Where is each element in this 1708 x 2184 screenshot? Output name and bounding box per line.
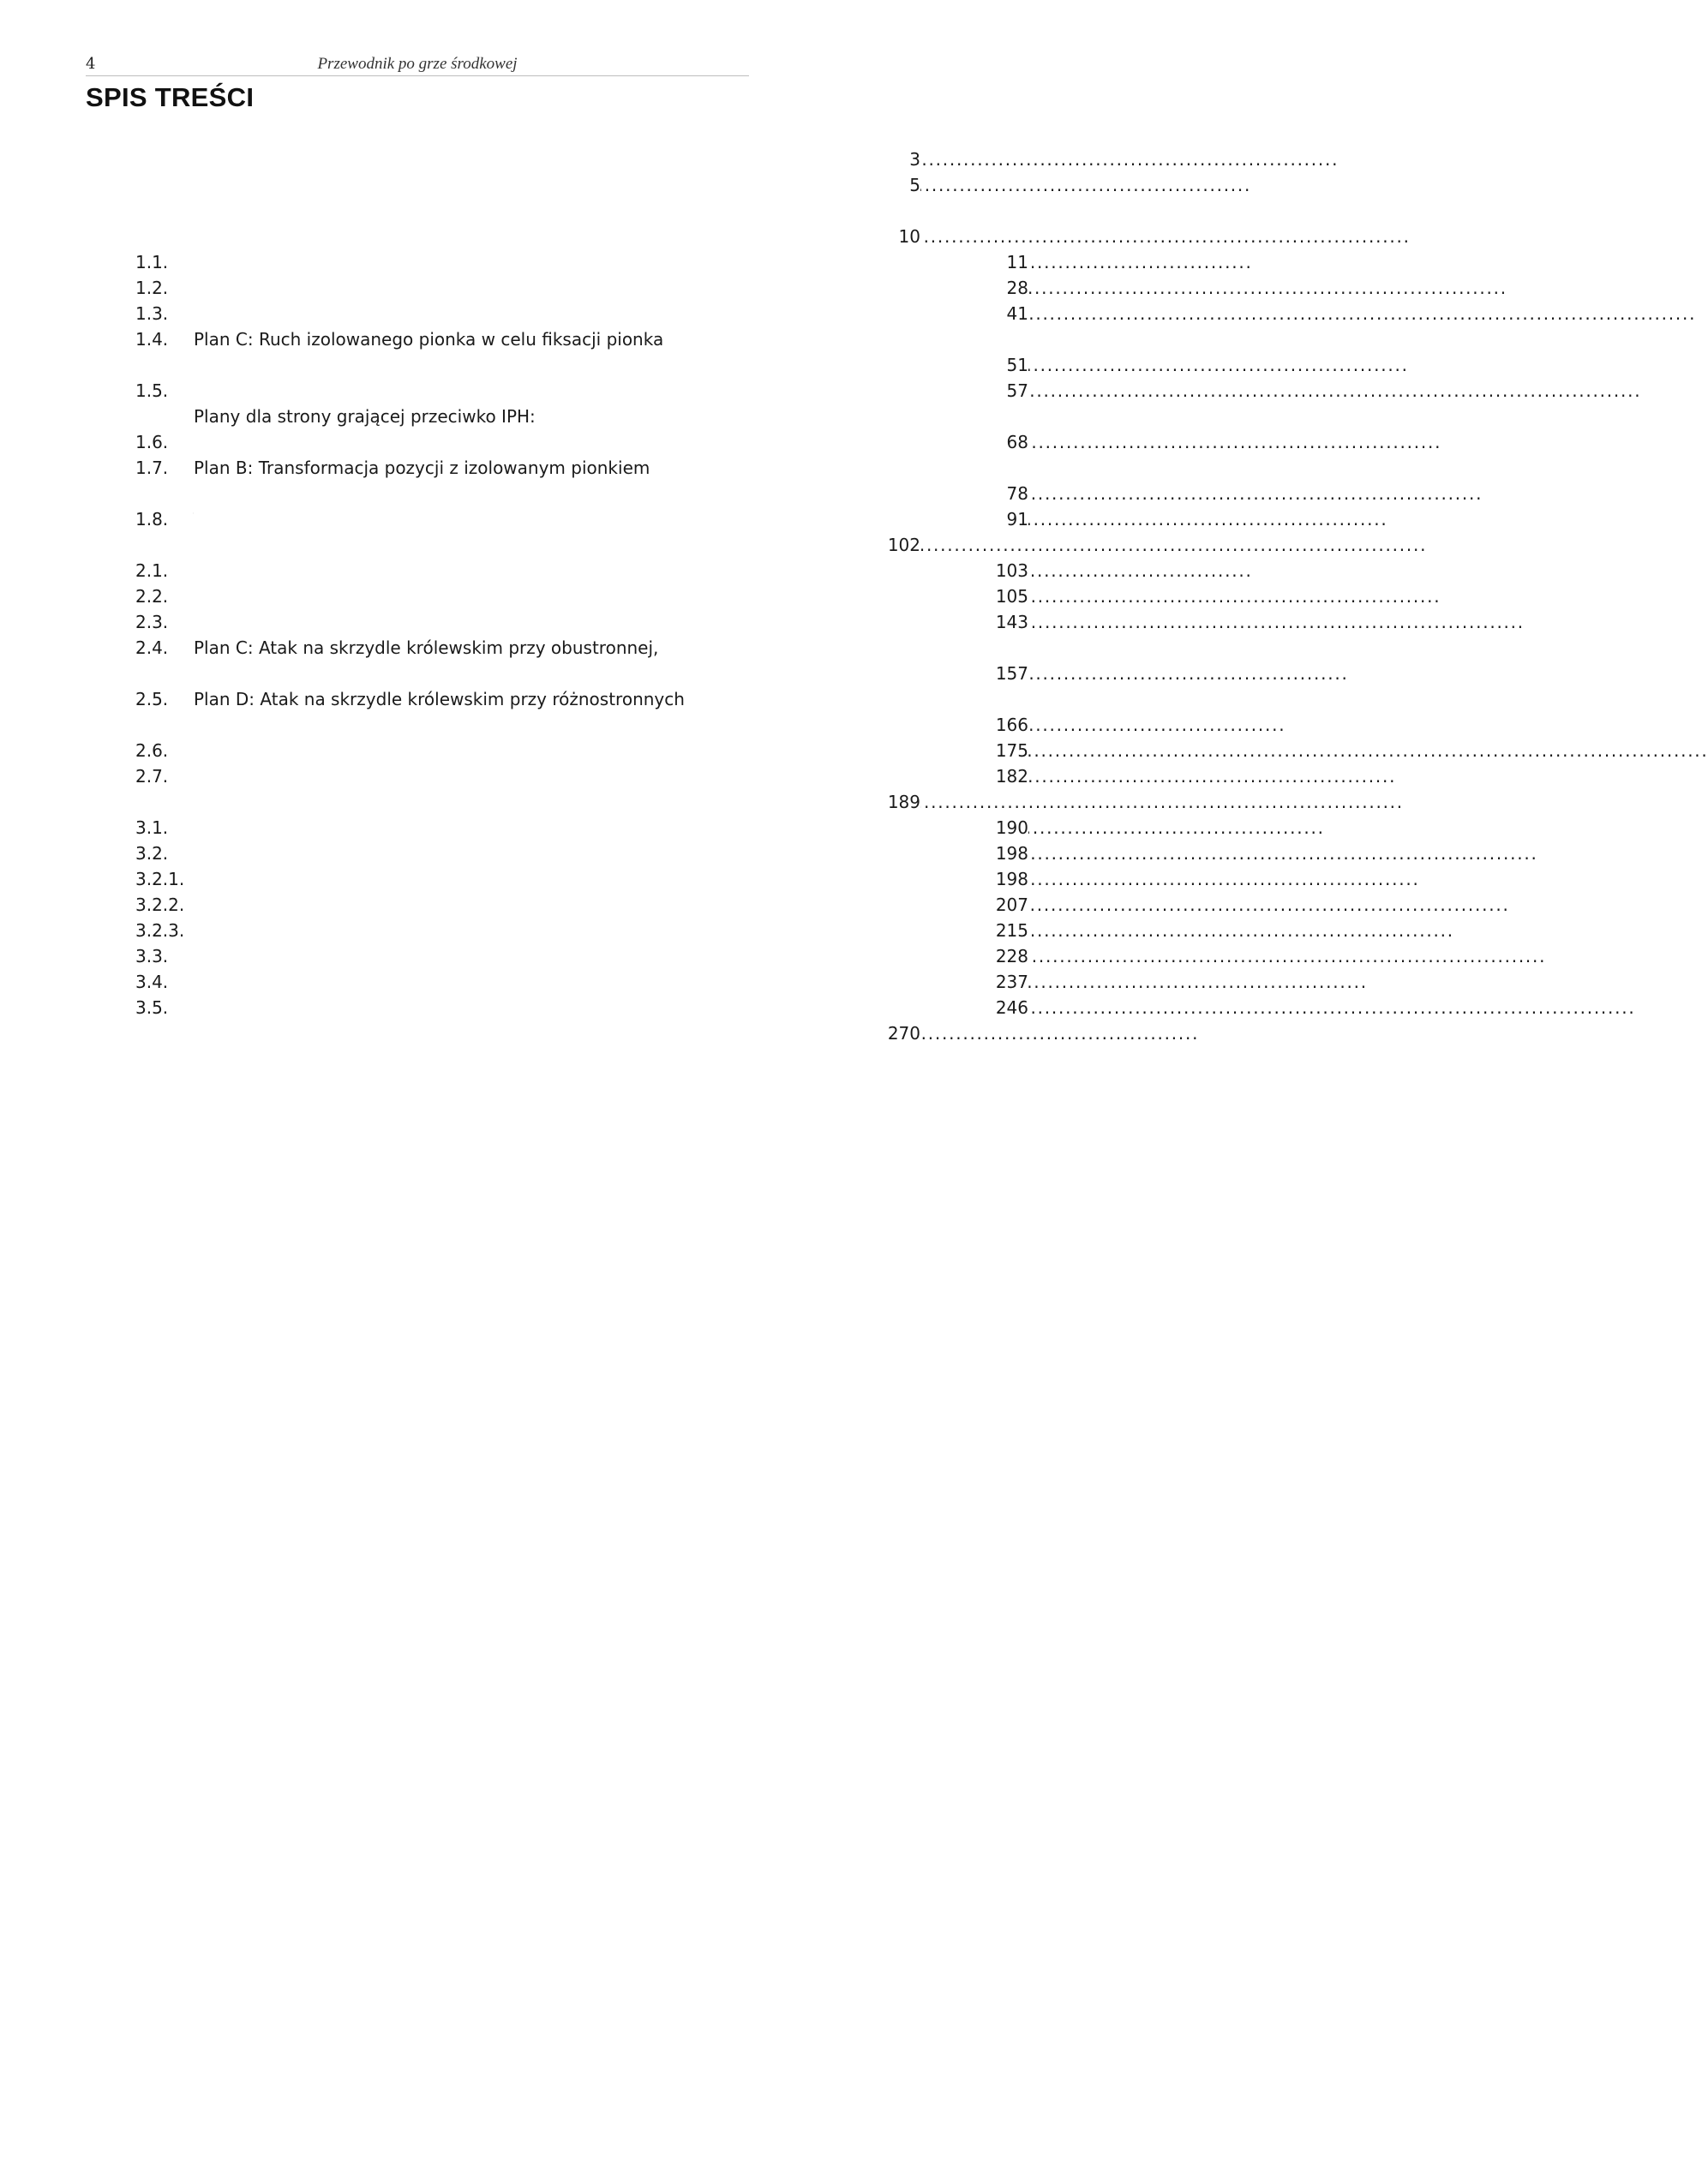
- toc-section-1-4-continued[interactable]: [86, 352, 1028, 378]
- toc-subheading-iph: [86, 404, 749, 429]
- section-number: 3.3.: [135, 946, 169, 966]
- section-number: 1.6.: [135, 432, 169, 452]
- section-number: 3.4.: [135, 972, 169, 992]
- section-number: 3.2.: [135, 843, 169, 864]
- toc-section-1-5[interactable]: [86, 378, 1028, 404]
- toc-section-3-5[interactable]: [86, 995, 1028, 1020]
- toc-section-3-1[interactable]: [86, 815, 1028, 841]
- toc-section-2-2[interactable]: [86, 583, 1028, 609]
- toc-section-2-3[interactable]: [86, 609, 1028, 635]
- toc-entry-page: 78: [194, 481, 1028, 1644]
- toc-section-2-1[interactable]: [86, 558, 1028, 583]
- toc-chapter-2[interactable]: [86, 532, 920, 558]
- toc-exercises[interactable]: [86, 1020, 920, 1046]
- toc-entry-page: 198: [194, 866, 1028, 2030]
- section-title-line1: Plan C: Atak na skrzydle królewskim przy obustronnej,: [194, 637, 659, 658]
- section-title-line1: Plan C: Ruch izolowanego pionka w celu fiksacji pionka: [194, 329, 664, 350]
- section-number: 2.4.: [135, 637, 169, 658]
- section-number: 3.1.: [135, 817, 169, 838]
- toc-entry-page: 41: [194, 301, 1028, 1464]
- toc-section-3-4[interactable]: [86, 969, 1028, 995]
- section-number: 3.5.: [135, 997, 169, 1018]
- section-number: 1.5.: [135, 380, 169, 401]
- toc-section-3-2-2[interactable]: [86, 892, 1028, 918]
- toc-section-3-2[interactable]: [86, 841, 1028, 866]
- section-number: 3.2.3.: [135, 920, 185, 941]
- toc-entry-page: 68: [194, 429, 1028, 1593]
- toc-entry-page: 246: [194, 995, 1028, 2158]
- toc-section-2-4-continued[interactable]: [86, 661, 1028, 686]
- toc-entry-page: 105: [194, 583, 1028, 1747]
- toc-section-1-3[interactable]: [86, 301, 1028, 326]
- toc-entry-page: 10: [86, 224, 920, 1387]
- toc-section-1-8[interactable]: [86, 506, 1028, 532]
- subheading-text: Plany dla strony grającej przeciwko IPH:: [194, 406, 536, 427]
- toc-entry-page: 91: [194, 506, 1028, 1670]
- page-number: 4: [86, 55, 96, 73]
- section-number: 1.1.: [135, 252, 169, 272]
- toc-entry-page: 3: [86, 147, 920, 1310]
- toc-section-1-6[interactable]: [86, 429, 1028, 455]
- toc-entry-page: 215: [194, 918, 1028, 2081]
- toc-section-2-5-continued[interactable]: [86, 712, 1028, 738]
- toc-entry-page: 237: [194, 969, 1028, 2133]
- section-number: 1.2.: [135, 278, 169, 298]
- toc-entry-page: 207: [194, 892, 1028, 2055]
- toc-entry-page: 175: [194, 738, 1028, 1901]
- toc-section-2-6[interactable]: [86, 738, 1028, 763]
- section-number: 1.4.: [135, 329, 169, 350]
- section-title-line1: Plan B: Transformacja pozycji z izolowanym pionkiem: [194, 458, 650, 478]
- toc-section-1-1[interactable]: [86, 249, 1028, 275]
- toc-entry-foreword-caruana[interactable]: [86, 147, 920, 172]
- toc-section-1-7-continued[interactable]: [86, 481, 1028, 506]
- section-number: 3.2.2.: [135, 895, 185, 915]
- section-number: 2.7.: [135, 766, 169, 787]
- toc-entry-page: 190: [194, 815, 1028, 1978]
- toc-section-1-7[interactable]: [86, 455, 749, 481]
- toc-entry-page: 157: [194, 661, 1028, 1824]
- toc-chapter-1[interactable]: [86, 224, 920, 249]
- toc-entry-page: 182: [194, 763, 1028, 1927]
- toc-entry-page: 166: [194, 712, 1028, 1876]
- section-number: 2.1.: [135, 560, 169, 581]
- toc-entry-page: 143: [194, 609, 1028, 1773]
- toc-entry-page: 189: [86, 789, 920, 1953]
- section-number: 3.2.1.: [135, 869, 185, 889]
- section-number: 2.2.: [135, 586, 169, 607]
- toc-entry-page: 28: [194, 275, 1028, 1439]
- section-title-line1: Plan D: Atak na skrzydle królewskim przy różnostronnych: [194, 689, 685, 709]
- toc-section-1-4[interactable]: [86, 326, 749, 352]
- toc-entry-page: 102: [86, 532, 920, 1696]
- toc-section-2-4[interactable]: [86, 635, 749, 661]
- toc-section-3-3[interactable]: [86, 943, 1028, 969]
- toc-entry-page: 270: [86, 1020, 920, 2184]
- book-page: [0, 0, 1028, 1164]
- toc-entry-page: 5: [86, 172, 920, 1336]
- toc-section-3-2-3[interactable]: [86, 918, 1028, 943]
- section-number: 1.8.: [135, 509, 169, 530]
- section-number: 2.6.: [135, 740, 169, 761]
- toc-entry-page: 228: [194, 943, 1028, 2107]
- toc-entry-page: 57: [194, 378, 1028, 1541]
- toc-entry-page: 51: [194, 352, 1028, 1516]
- toc-section-2-7[interactable]: [86, 763, 1028, 789]
- toc-section-1-2[interactable]: [86, 275, 1028, 301]
- section-number: 2.5.: [135, 689, 169, 709]
- toc-heading: SPIS TREŚCI: [86, 82, 255, 112]
- toc-entry-page: 103: [194, 558, 1028, 1721]
- section-number: 1.3.: [135, 303, 169, 324]
- toc-section-3-2-1[interactable]: [86, 866, 1028, 892]
- toc-entry-page: 198: [194, 841, 1028, 2004]
- running-head: [86, 51, 749, 76]
- running-title: Przewodnik po grze środkowej: [317, 55, 518, 73]
- table-of-contents: [86, 147, 1028, 1046]
- toc-entry-page: 11: [194, 249, 1028, 1413]
- section-number: 2.3.: [135, 612, 169, 632]
- toc-entry-foreword-author[interactable]: [86, 172, 920, 198]
- toc-section-2-5[interactable]: [86, 686, 749, 712]
- toc-chapter-3[interactable]: [86, 789, 920, 815]
- section-number: 1.7.: [135, 458, 169, 478]
